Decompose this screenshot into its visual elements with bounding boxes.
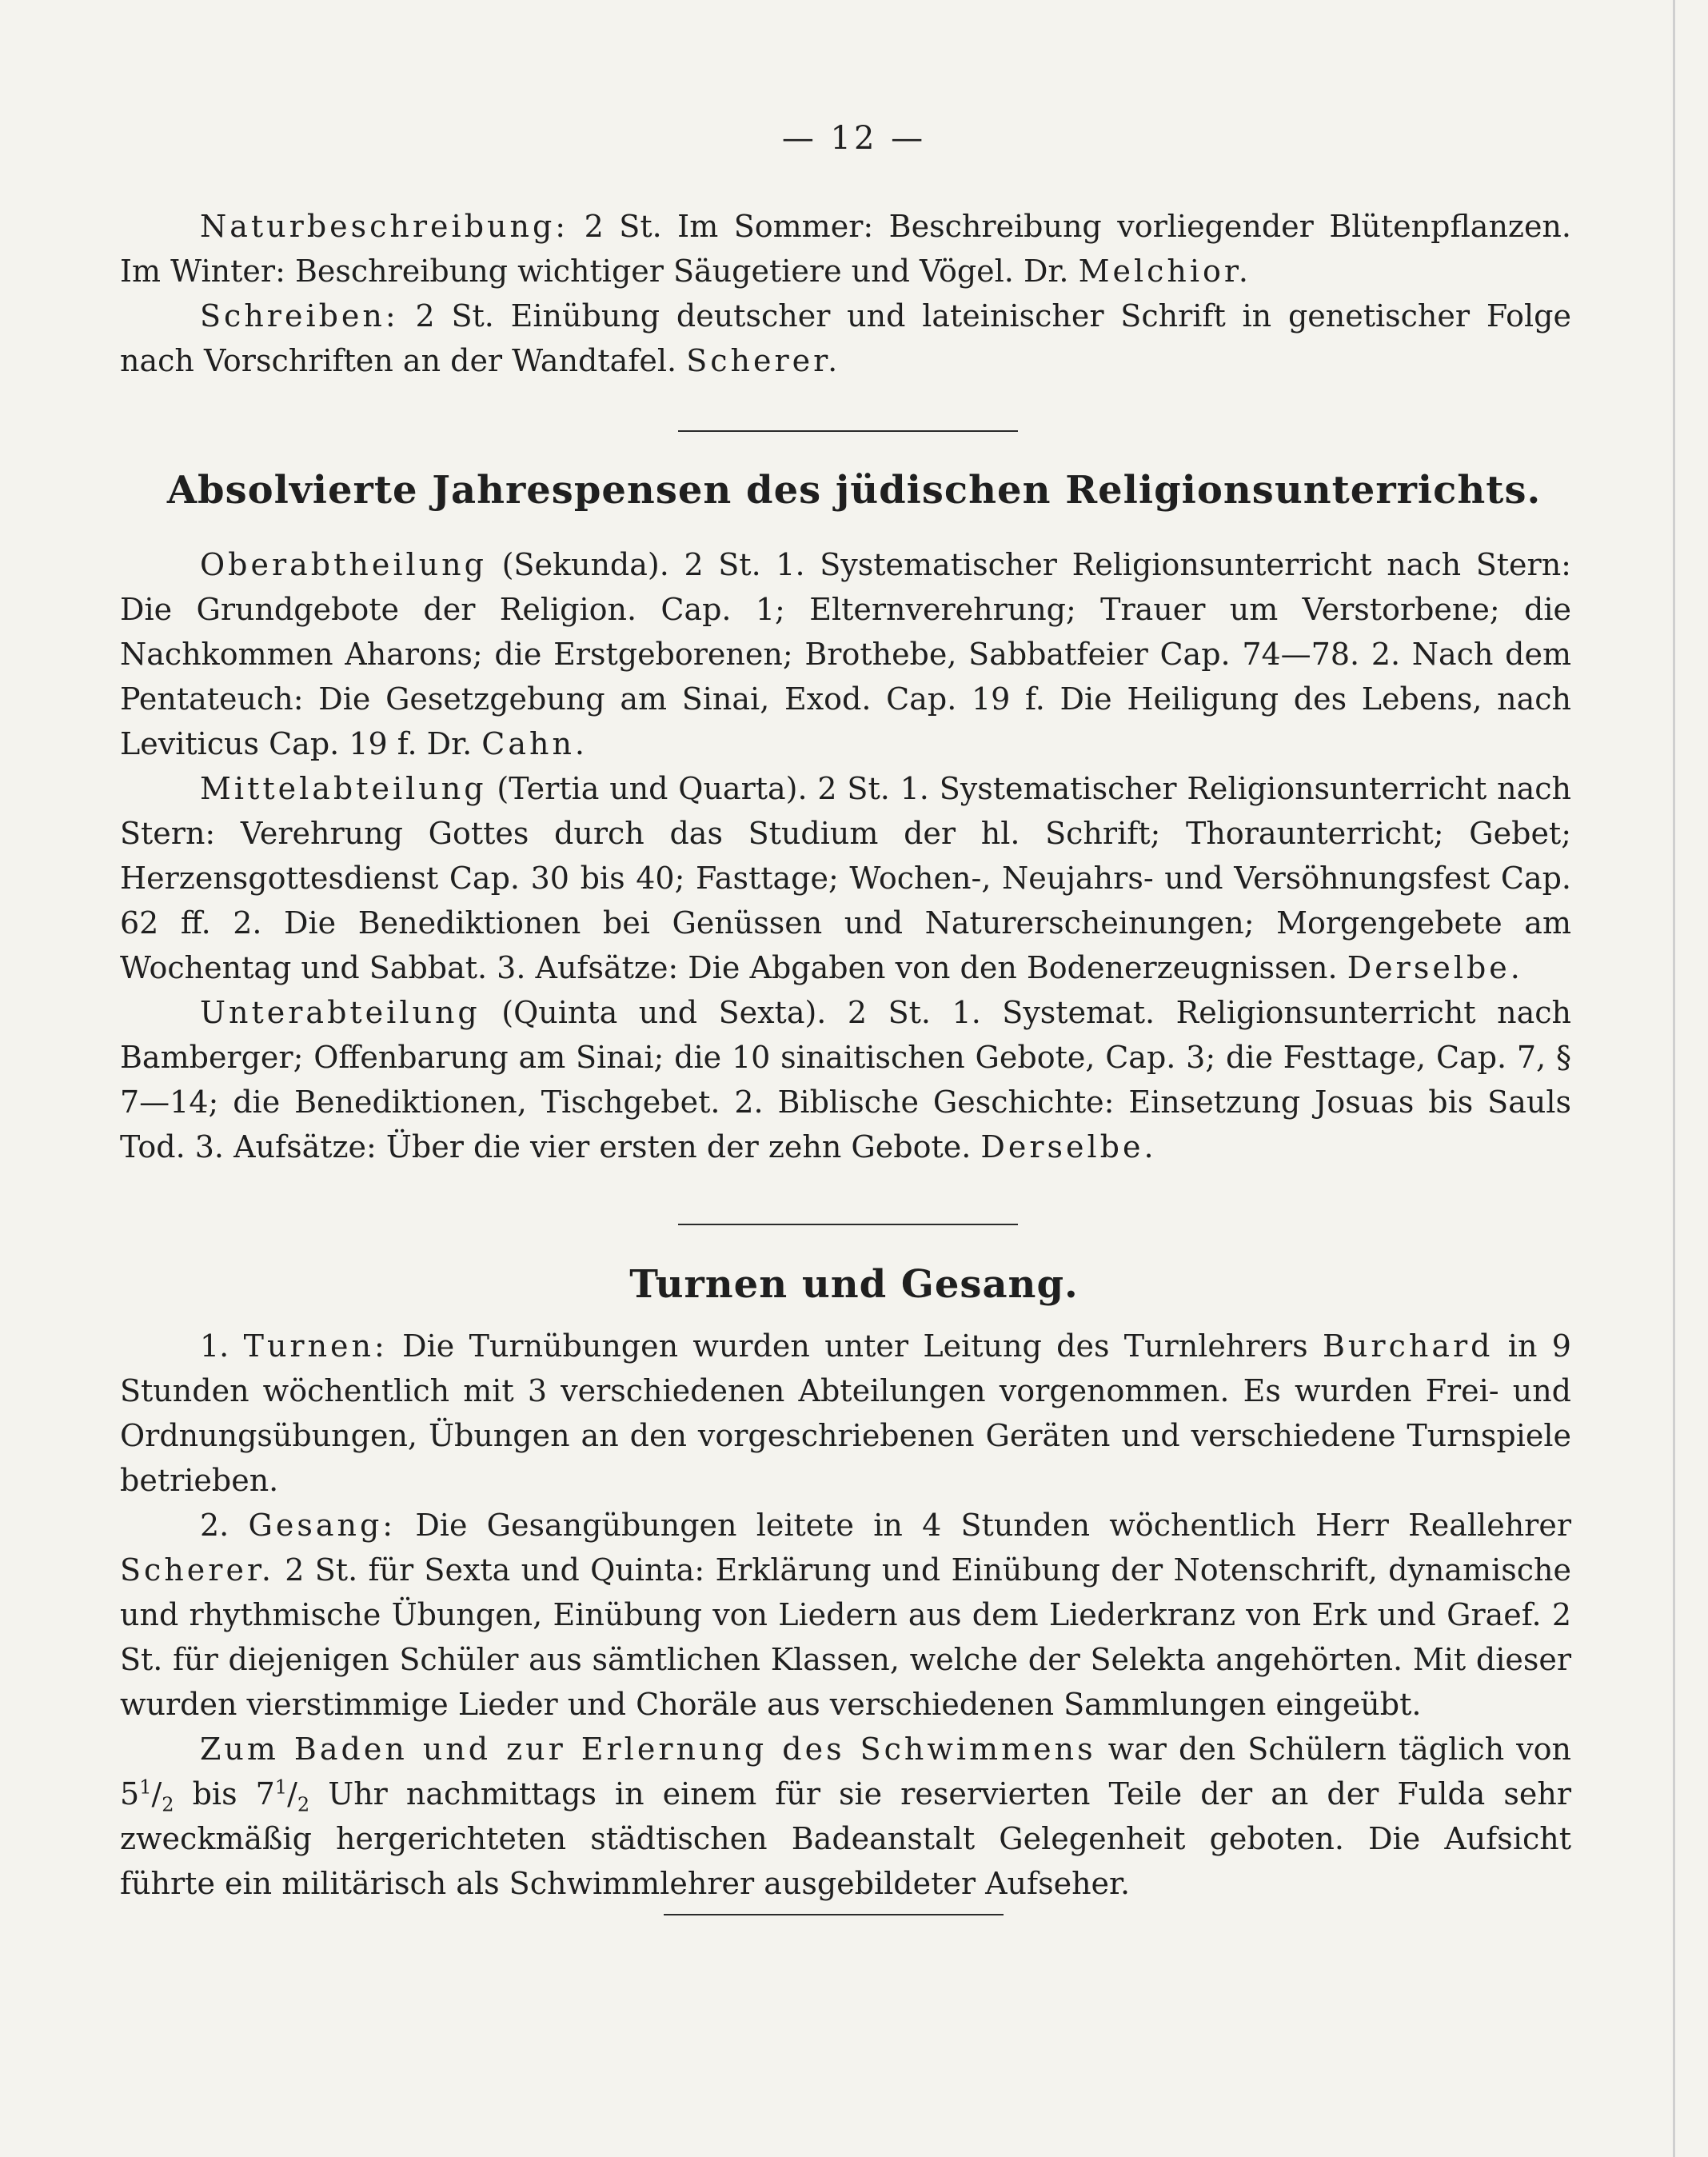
page-number: — 12 — [781, 120, 927, 157]
natural-science-section [120, 204, 1571, 383]
heading-religion: Absolvierte Jahrespensen des jüdischen Religionsunterrichts. [166, 468, 1542, 513]
schreiben-label: Schreiben: [200, 298, 399, 334]
naturbeschreibung-teacher: Melchior. [1078, 254, 1251, 289]
section-divider-3 [664, 1914, 1004, 1915]
fraction-numerator-2: 1 [274, 1776, 288, 1799]
baden-paragraph: Zum Baden und zur Erlernung des Schwimmens war den Schülern täglich von $5^1/_2$ bis $7^1/_2$ Uhr nachmittags in einem für sie reservierten Teile der an der Fulda sehr zweckmäßig hergerichteten städtischen Badeanstalt Gelegenheit geboten. Die Aufsicht führte ein militärisch als Schwimmlehrer ausgebildeter Aufseher. [120, 1732, 1572, 1901]
baden-text-a: war den Schülern täglich von 5 [120, 1732, 1572, 1811]
schreiben-paragraph [120, 294, 1571, 383]
turnen-number: 1. [200, 1328, 229, 1364]
mittelabteilung-label: Mittelabteilung [200, 771, 487, 806]
gesang-text-a: Die Gesangübungen leitete in 4 Stunden wöchentlich Herr Reallehrer [415, 1508, 1571, 1543]
turnen-text-a: Die Turnübungen wurden unter Leitung des Turnlehrers [402, 1328, 1308, 1364]
mittelabteilung-text: (Tertia und Quarta). 2 St. 1. Systematischer Religionsunterricht nach Stern: Verehrung Gottes durch das Studium der hl. Schrift; Thoraunterricht; Gebet; Herzensgottesdienst Cap. 30 bis 40; Fasttage; Wochen-, Neujahrs- und Versöhnungsfest Cap. 62 ff. 2. Die Benediktionen bei Genüssen und Naturerscheinungen; Morgengebete am Wochentag und Sabbat. 3. Aufsätze: Die Abgaben von den Bodenerzeugnissen. [120, 771, 1571, 985]
oberabteilung-paragraph [120, 542, 1571, 766]
mittelabteilung-teacher: Derselbe. [1347, 950, 1523, 985]
turnen-section [120, 1324, 1571, 1906]
baden-text-b: bis 7 [192, 1776, 275, 1811]
schreiben-text: 2 St. Einübung deutscher und lateinischer Schrift in genetischer Folge nach Vorschriften an der Wandtafel. [120, 298, 1571, 378]
oberabteilung-teacher: Cahn. [481, 726, 589, 761]
naturbeschreibung-text: 2 St. Im Sommer: Beschreibung vorliegender Blütenpflanzen. Im Winter: Beschreibung wichtiger Säugetiere und Vögel. Dr. [120, 209, 1571, 289]
gesang-paragraph [120, 1503, 1571, 1727]
baden-text-c: Uhr nachmittags in einem für sie reservierten Teile der an der Fulda sehr zweckmäßig hergerichteten städtischen Badeanstalt Gelegenheit geboten. Die Aufsicht führte ein militärisch als Schwimmlehrer ausgebildeter Aufseher. [120, 1776, 1571, 1901]
baden-lead: Zum Baden und zur Erlernung des Schwimmens [200, 1732, 1096, 1767]
section-divider-1 [678, 430, 1018, 432]
fraction-denominator-1: 2 [162, 1793, 174, 1816]
page-edge-line [1673, 0, 1675, 2157]
oberabteilung-text: (Sekunda). 2 St. 1. Systematischer Religionsunterricht nach Stern: Die Grundgebote der Religion. Cap. 1; Elternverehrung; Trauer um Verstorbene; die Nachkommen Aharons; die Erstgeborenen; Brothebe, Sabbatfeier Cap. 74—78. 2. Nach dem Pentateuch: Die Gesetzgebung am Sinai, Exod. Cap. 19 f. Die Heiligung des Lebens, nach Leviticus Cap. 19 f. Dr. [120, 547, 1571, 761]
religion-section [120, 542, 1571, 1169]
unterabteilung-label: Unterabteilung [200, 995, 481, 1030]
gesang-label: Gesang: [248, 1508, 397, 1543]
fraction-numerator-1: 1 [139, 1776, 152, 1799]
mittelabteilung-paragraph [120, 766, 1571, 990]
section-divider-2 [678, 1224, 1018, 1225]
naturbeschreibung-paragraph [120, 204, 1571, 294]
turnen-label: Turnen: [243, 1328, 388, 1364]
gesang-number: 2. [200, 1508, 229, 1543]
gesang-teacher: Scherer. [120, 1552, 274, 1588]
unterabteilung-paragraph [120, 990, 1571, 1169]
fraction-denominator-2: 2 [297, 1793, 310, 1816]
gesang-text-b: 2 St. für Sexta und Quinta: Erklärung und Einübung der Notenschrift, dynamische und rhythmische Übungen, Einübung von Liedern aus dem Liederkranz von Erk und Graef. 2 St. für diejenigen Schüler aus sämtlichen Klassen, welche der Selekta angehörten. Mit dieser wurden vierstimmige Lieder und Choräle aus verschiedenen Sammlungen eingeübt. [120, 1552, 1571, 1722]
unterabteilung-text: (Quinta und Sexta). 2 St. 1. Systemat. Religionsunterricht nach Bamberger; Offenbarung am Sinai; die 10 sinaitischen Gebote, Cap. 3; die Festtage, Cap. 7, § 7—14; die Benediktionen, Tischgebet. 2. Biblische Geschichte: Einsetzung Josuas bis Sauls Tod. 3. Aufsätze: Über die vier ersten der zehn Gebote. [120, 995, 1571, 1164]
turnen-paragraph [120, 1324, 1571, 1503]
turnen-text-b: in 9 Stunden wöchentlich mit 3 verschiedenen Abteilungen vorgenommen. Es wurden Frei- und Ordnungsübungen, Übungen an den vorgeschriebenen Geräten und verschiedene Turnspiele betrieben. [120, 1328, 1571, 1498]
turnen-teacher: Burchard [1323, 1328, 1494, 1364]
heading-turnen: Turnen und Gesang. [629, 1262, 1079, 1307]
naturbeschreibung-label: Naturbeschreibung: [200, 209, 569, 244]
unterabteilung-teacher: Derselbe. [980, 1129, 1157, 1164]
oberabteilung-label: Oberabtheilung [200, 547, 487, 582]
schreiben-teacher: Scherer. [686, 343, 841, 378]
